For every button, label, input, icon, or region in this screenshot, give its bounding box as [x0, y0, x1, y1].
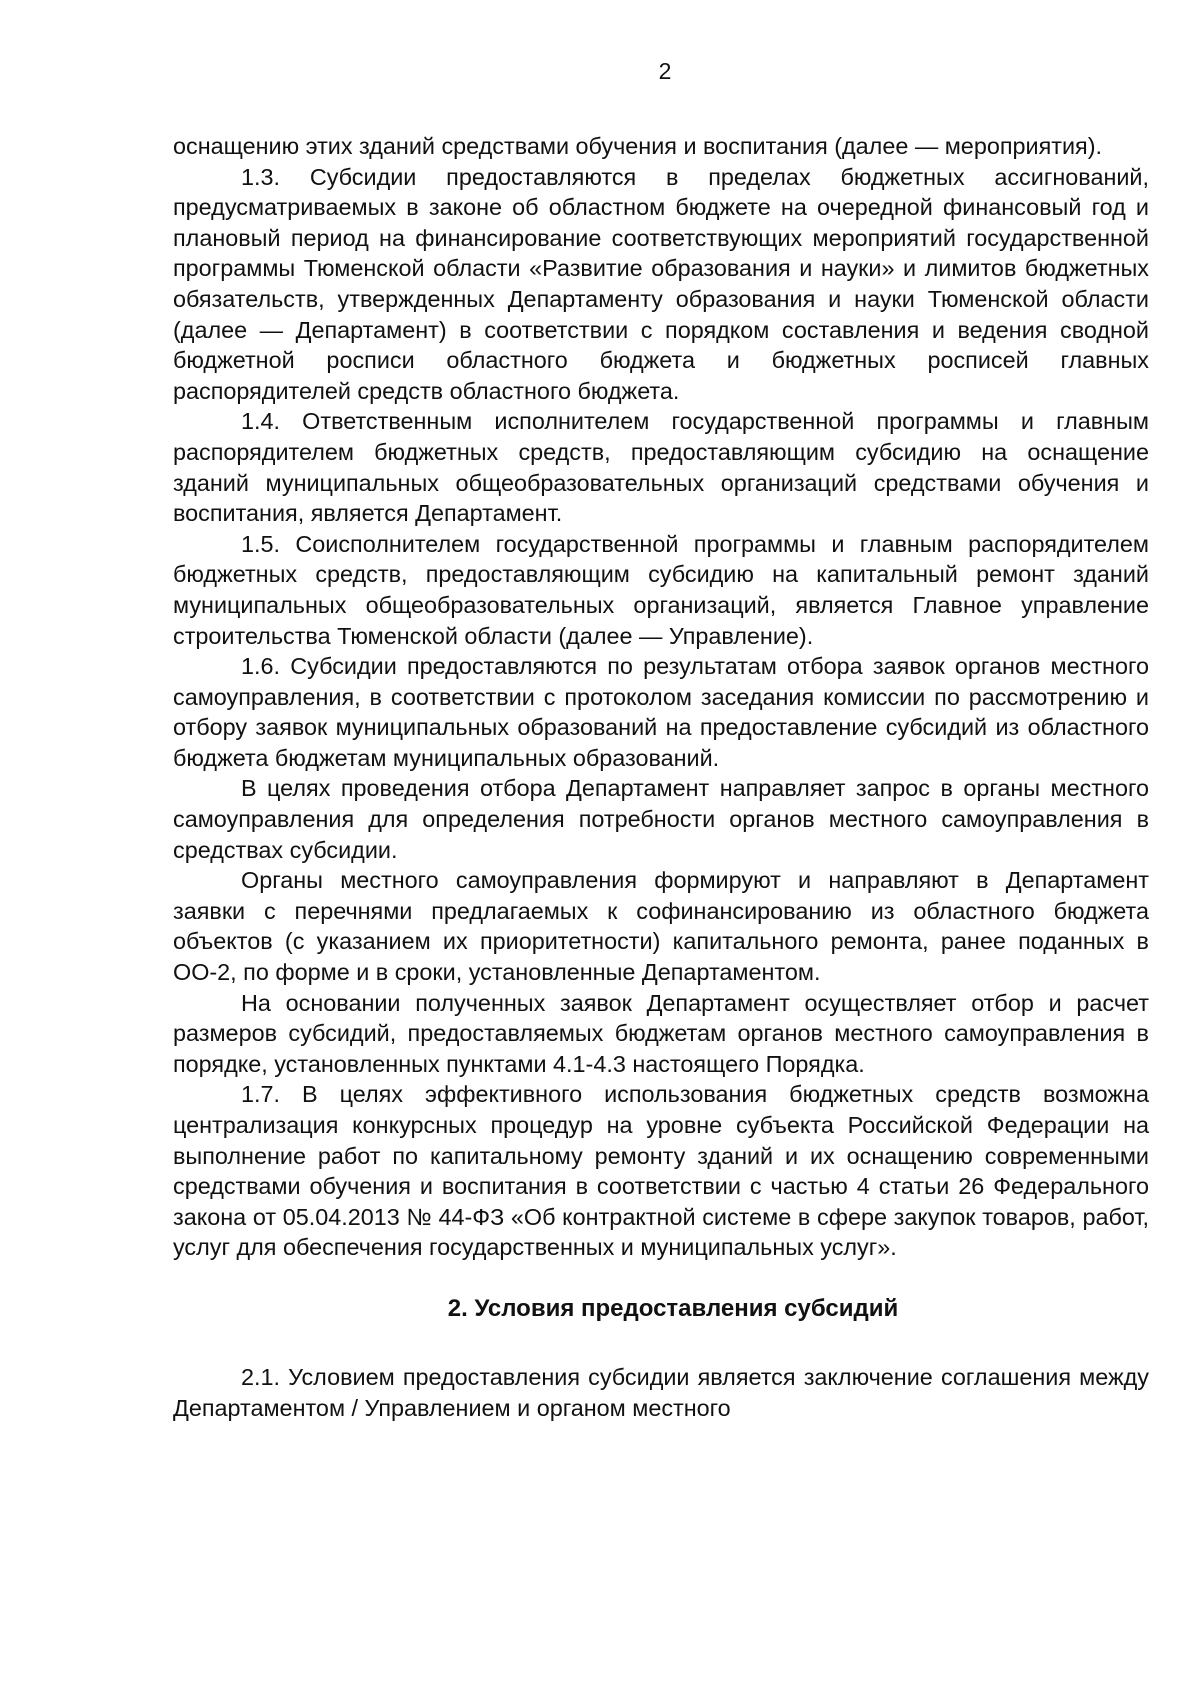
section-heading: 2. Условия предоставления субсидий [447, 1294, 899, 1322]
document-body [173, 131, 1149, 1423]
paragraph-selection-request: В целях проведения отбора Департамент направляет запрос в органы местного самоуправления для определения потребности органов местного самоуправления в средствах субсидии. [173, 775, 1149, 863]
paragraph-2-1: 2.1. Условием предоставления субсидии является заключение соглашения между Департаментом / Управлением и органом местного [173, 1363, 1149, 1421]
paragraph-1-4: 1.4. Ответственным исполнителем государственной программы и главным распорядителем бюджетных средств, предоставляющим субсидию на оснащение зданий муниципальных общеобразовательных организаций средствами обучения и воспитания, является Департамент. [173, 408, 1149, 527]
paragraph-1-7: 1.7. В целях эффективного использования бюджетных средств возможна централизация конкурсных процедур на уровне субъекта Российской Федерации на выполнение работ по капитальному ремонту зданий и их оснащению современными средствами обучения и воспитания в соответствии с частью 4 статьи 26 Федерального закона от 05.04.2013 № 44-ФЗ «Об контрактной системе в сфере закупок товаров, работ, услуг для обеспечения государственных и муниципальных услуг». [173, 1081, 1149, 1261]
paragraph-continuation: оснащению этих зданий средствами обучения и воспитания (далее — мероприятия). [173, 133, 1102, 159]
paragraph-calculation: На основании полученных заявок Департамент осуществляет отбор и расчет размеров субсидий, предоставляемых бюджетам органов местного самоуправления в порядке, установленных пунктами 4.1-4.3 настоящего Порядка. [173, 989, 1149, 1077]
paragraph-1-3: 1.3. Субсидии предоставляются в пределах бюджетных ассигнований, предусматриваемых в законе об областном бюджете на очередной финансовый год и плановый период на финансирование соответствующих мероприятий государственной программы Тюменской области «Развитие образования и науки» и лимитов бюджетных обязательств, утвержденных Департаменту образования и науки Тюменской области (далее — Департамент) в соответствии с порядком составления и ведения сводной бюджетной росписи областного бюджета и бюджетных росписей главных распорядителей средств областного бюджета. [173, 163, 1149, 404]
paragraph-1-5: 1.5. Соисполнителем государственной программы и главным распорядителем бюджетных средств, предоставляющим субсидию на капитальный ремонт зданий муниципальных общеобразовательных организаций, является Главное управление строительства Тюменской области (далее — Управление). [173, 530, 1149, 649]
paragraph-1-6: 1.6. Субсидии предоставляются по результатам отбора заявок органов местного самоуправления, в соответствии с протоколом заседания комиссии по рассмотрению и отбору заявок муниципальных образований на предоставление субсидий из областного бюджета бюджетам муниципальных образований. [173, 653, 1149, 771]
page-number: 2 [658, 58, 672, 84]
paragraph-applications: Органы местного самоуправления формируют и направляют в Департамент заявки с перечнями предлагаемых к софинансированию из областного бюджета объектов (с указанием их приоритетности) капитального ремонта, ранее поданных в ОО-2, по форме и в сроки, установленные Департаментом. [173, 867, 1149, 986]
